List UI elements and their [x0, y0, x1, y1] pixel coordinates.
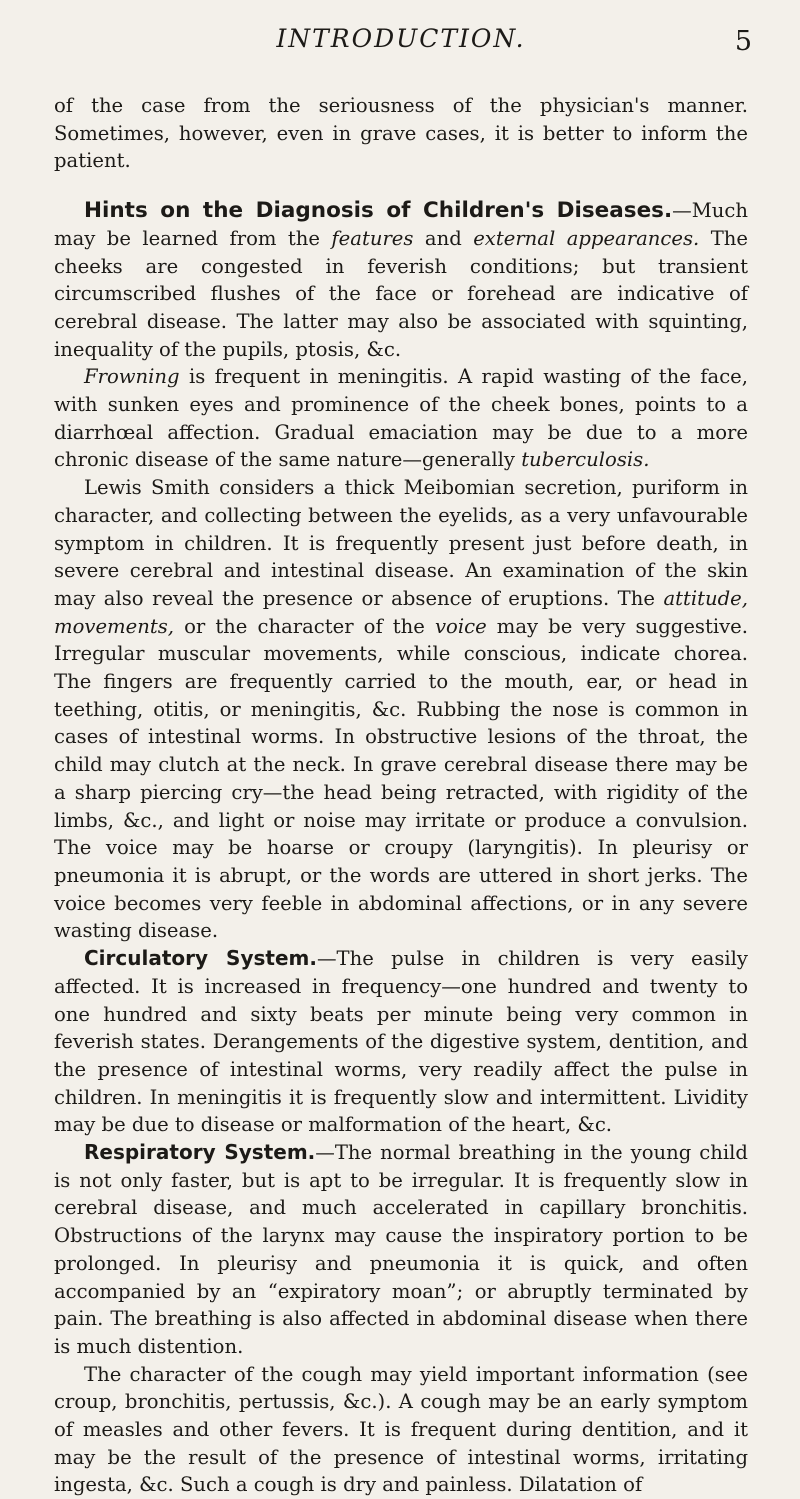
running-head	[54, 0, 752, 92]
subhead-respiratory: Respiratory System.	[84, 1140, 316, 1165]
body-text	[54, 92, 748, 1499]
running-title: INTRODUCTION.	[276, 24, 526, 53]
paragraph-meibomian: Lewis Smith considers a thick Meibomian secretion, puriform in character, and collecting between the eyelids, as a very unfavourable symptom in children. It is frequently present just before death, in severe cerebral and intestinal disease. An examination of the skin may also reveal the presence or absence of eruptions. The attitude, movements, or the character of the voice may be very suggestive. Irregular muscular movements, while conscious, indicate chorea. The fingers are frequently carried to the mouth, ear, or head in teething, otitis, or meningitis, &c. Rubbing the nose is common in cases of intestinal worms. In obstructive lesions of the throat, the child may clutch at the neck. In grave cerebral disease there may be a sharp piercing cry—the head being retracted, with rigidity of the limbs, &c., and light or noise may irritate or produce a convulsion. The voice may be hoarse or croupy (laryngitis). In pleurisy or pneumonia it is abrupt, or the words are uttered in short jerks. The voice becomes very feeble in abdominal affections, or in any severe wasting disease.	[54, 476, 749, 943]
subhead-circulatory: Circulatory System.	[84, 946, 317, 971]
paragraph-diagnosis-hints: Hints on the Diagnosis of Children's Diseases.—Much may be learned from the features and external appearances. The cheeks are congested in feverish conditions; but transient circumscribed flushes of the face or forehead are indicative of cerebral disease. The latter may also be associated with squinting, inequality of the pupils, ptosis, &c.	[54, 198, 748, 361]
paragraph-cough: The character of the cough may yield important information (see croup, bronchitis, pertussis, &c.). A cough may be an early symptom of measles and other fevers. It is frequent during dentition, and it may be the result of the presence of intestinal worms, irritating ingesta, &c. Such a cough is dry and painless. Dilatation of	[54, 1362, 748, 1497]
paragraph-circulatory: Circulatory System.—The pulse in children is very easily affected. It is increased in frequency—one hundred and twenty to one hundred and sixty beats per minute being very common in feverish states. Derangements of the digestive system, dentition, and the presence of intestinal worms, very readily affect the pulse in children. In meningitis it is frequently slow and intermittent. Lividity may be due to disease or malformation of the heart, &c.	[54, 946, 748, 1137]
page-number: 5	[734, 26, 752, 57]
paragraph-respiratory: Respiratory System.—The normal breathing in the young child is not only faster, but is apt to be irregular. It is frequently slow in cerebral disease, and much accelerated in capillary bronchitis. Obstructions of the larynx may cause the inspiratory portion to be prolonged. In pleurisy and pneumonia it is quick, and often accompanied by an “expiratory moan”; or abruptly terminated by pain. The breathing is also affected in abdominal disease when there is much distention.	[54, 1140, 748, 1358]
paragraph-frowning: Frowning is frequent in meningitis. A rapid wasting of the face, with sunken eyes and prominence of the cheek bones, points to a diarrhœal affection. Gradual emaciation may be due to a more chronic disease of the same nature—generally tuberculosis.	[54, 365, 748, 472]
paragraph-continuation: of the case from the seriousness of the physician's manner. Sometimes, however, even in grave cases, it is better to inform the patient.	[54, 94, 748, 173]
section-heading: Hints on the Diagnosis of Children's Diseases.	[84, 198, 673, 224]
